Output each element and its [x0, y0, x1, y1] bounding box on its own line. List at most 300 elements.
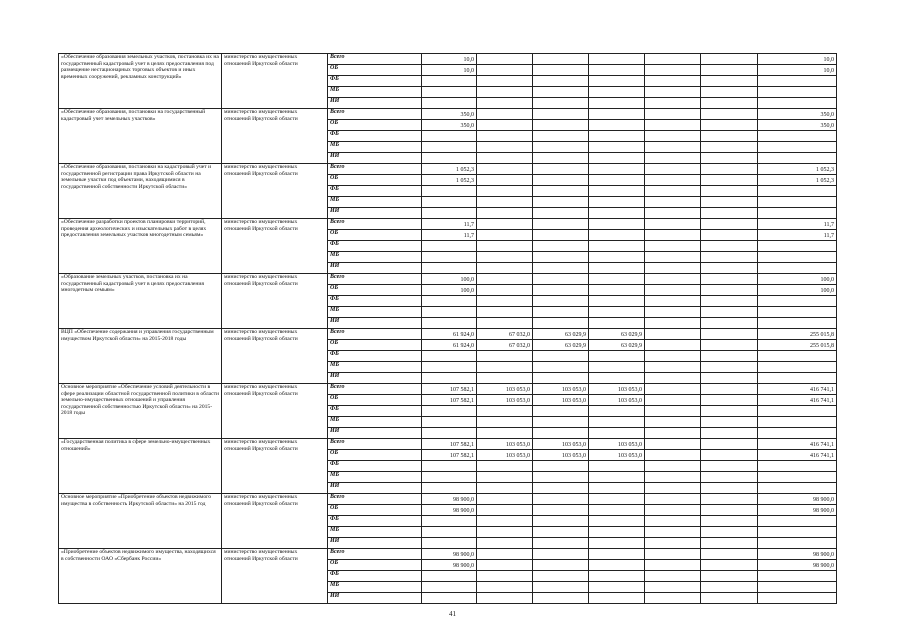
measure-name-cell: «Обеспечение образования земельных участков, постановка их на государственный кадастровый учет в целях предоставления под размещение нестационарных торговых объектов и иных временных сооружений, рекламных конструкций»	[59, 54, 222, 109]
year-value-cell	[533, 417, 589, 428]
year-value-cell	[645, 593, 701, 604]
executor-cell: министерство имущественных отношений Иркутской области	[222, 274, 328, 329]
funding-source-cell: ИИ	[328, 593, 422, 604]
funding-source-cell: Всего	[328, 54, 422, 65]
funding-source-cell: ОБ	[328, 505, 422, 516]
funding-source-cell: ИИ	[328, 98, 422, 109]
year-value-cell	[701, 428, 758, 439]
year-value-cell	[477, 252, 533, 263]
year-value-cell	[589, 571, 645, 582]
total-value-cell	[758, 296, 837, 307]
year-value-cell	[589, 65, 645, 76]
year-value-cell	[533, 241, 589, 252]
year-value-cell	[589, 593, 645, 604]
year-value-cell	[701, 593, 758, 604]
year-value-cell	[477, 307, 533, 318]
year-value-cell: 107 582,1	[422, 450, 477, 461]
year-value-cell	[589, 197, 645, 208]
total-value-cell	[758, 593, 837, 604]
funding-source-cell: ФБ	[328, 131, 422, 142]
total-value-cell	[758, 483, 837, 494]
year-value-cell	[701, 549, 758, 560]
year-value-cell	[422, 461, 477, 472]
page-number: 41	[449, 610, 456, 618]
executor-cell: министерство имущественных отношений Иркутской области	[222, 549, 328, 604]
year-value-cell	[422, 362, 477, 373]
funding-source-cell: ФБ	[328, 76, 422, 87]
year-value-cell	[477, 120, 533, 131]
measure-name-cell: «Обеспечение разработки проектов планировки территорий, проведения археологических и изыскательных работ в целях предоставления земельных участков многодетным семьям»	[59, 219, 222, 274]
year-value-cell	[533, 175, 589, 186]
year-value-cell	[533, 318, 589, 329]
year-value-cell	[645, 560, 701, 571]
funding-source-cell: ФБ	[328, 351, 422, 362]
year-value-cell	[701, 527, 758, 538]
year-value-cell	[477, 197, 533, 208]
year-value-cell	[533, 505, 589, 516]
total-value-cell	[758, 582, 837, 593]
year-value-cell	[589, 351, 645, 362]
year-value-cell	[645, 109, 701, 120]
total-value-cell: 350,0	[758, 109, 837, 120]
year-value-cell	[533, 208, 589, 219]
funding-source-cell: МБ	[328, 307, 422, 318]
total-value-cell: 350,0	[758, 120, 837, 131]
total-value-cell: 11,7	[758, 230, 837, 241]
year-value-cell	[589, 98, 645, 109]
year-value-cell	[477, 142, 533, 153]
executor-cell: министерство имущественных отношений Иркутской области	[222, 54, 328, 109]
year-value-cell: 350,0	[422, 120, 477, 131]
year-value-cell	[477, 593, 533, 604]
year-value-cell	[533, 549, 589, 560]
year-value-cell	[533, 87, 589, 98]
year-value-cell	[589, 318, 645, 329]
year-value-cell	[533, 153, 589, 164]
year-value-cell	[645, 362, 701, 373]
year-value-cell	[477, 461, 533, 472]
year-value-cell	[701, 153, 758, 164]
year-value-cell	[645, 219, 701, 230]
executor-cell: министерство имущественных отношений Иркутской области	[222, 384, 328, 439]
year-value-cell	[477, 516, 533, 527]
year-value-cell	[645, 527, 701, 538]
year-value-cell	[477, 428, 533, 439]
year-value-cell	[645, 450, 701, 461]
year-value-cell	[589, 417, 645, 428]
year-value-cell	[701, 472, 758, 483]
year-value-cell	[477, 417, 533, 428]
year-value-cell	[645, 120, 701, 131]
funding-source-cell: ИИ	[328, 153, 422, 164]
year-value-cell	[533, 373, 589, 384]
year-value-cell	[422, 186, 477, 197]
year-value-cell	[533, 164, 589, 175]
total-value-cell	[758, 263, 837, 274]
total-value-cell	[758, 131, 837, 142]
year-value-cell	[477, 285, 533, 296]
year-value-cell	[477, 65, 533, 76]
year-value-cell	[701, 384, 758, 395]
funding-source-cell: ОБ	[328, 120, 422, 131]
year-value-cell	[645, 54, 701, 65]
year-value-cell	[589, 428, 645, 439]
year-value-cell	[701, 252, 758, 263]
total-value-cell: 98 900,0	[758, 549, 837, 560]
year-value-cell	[477, 230, 533, 241]
year-value-cell	[422, 76, 477, 87]
year-value-cell	[422, 516, 477, 527]
total-value-cell	[758, 373, 837, 384]
year-value-cell	[645, 582, 701, 593]
funding-source-cell: Всего	[328, 164, 422, 175]
budget-table-sheet	[58, 53, 836, 604]
year-value-cell	[701, 406, 758, 417]
year-value-cell	[477, 153, 533, 164]
year-value-cell	[589, 285, 645, 296]
executor-cell: министерство имущественных отношений Иркутской области	[222, 439, 328, 494]
year-value-cell	[422, 252, 477, 263]
year-value-cell	[589, 406, 645, 417]
funding-source-cell: ФБ	[328, 571, 422, 582]
year-value-cell	[533, 186, 589, 197]
year-value-cell	[701, 219, 758, 230]
year-value-cell	[645, 461, 701, 472]
year-value-cell	[533, 406, 589, 417]
total-value-cell	[758, 186, 837, 197]
year-value-cell: 103 053,0	[589, 395, 645, 406]
year-value-cell	[645, 285, 701, 296]
year-value-cell	[645, 406, 701, 417]
year-value-cell: 103 053,0	[477, 450, 533, 461]
year-value-cell: 11,7	[422, 219, 477, 230]
year-value-cell: 100,0	[422, 285, 477, 296]
funding-source-cell: ОБ	[328, 340, 422, 351]
total-value-cell: 416 741,1	[758, 384, 837, 395]
year-value-cell	[645, 439, 701, 450]
year-value-cell	[477, 263, 533, 274]
year-value-cell	[701, 76, 758, 87]
year-value-cell	[701, 560, 758, 571]
year-value-cell: 107 582,1	[422, 395, 477, 406]
executor-cell: министерство имущественных отношений Иркутской области	[222, 494, 328, 549]
year-value-cell	[533, 230, 589, 241]
year-value-cell	[645, 571, 701, 582]
year-value-cell	[645, 263, 701, 274]
total-value-cell	[758, 197, 837, 208]
funding-source-cell: Всего	[328, 494, 422, 505]
total-value-cell	[758, 98, 837, 109]
year-value-cell: 107 582,1	[422, 384, 477, 395]
year-value-cell	[533, 593, 589, 604]
year-value-cell	[533, 307, 589, 318]
year-value-cell: 10,0	[422, 54, 477, 65]
year-value-cell	[422, 538, 477, 549]
total-value-cell: 98 900,0	[758, 560, 837, 571]
year-value-cell	[645, 164, 701, 175]
year-value-cell	[589, 241, 645, 252]
year-value-cell	[701, 494, 758, 505]
year-value-cell	[422, 153, 477, 164]
table-row	[59, 549, 837, 560]
year-value-cell	[589, 274, 645, 285]
year-value-cell	[533, 98, 589, 109]
year-value-cell: 103 053,0	[477, 395, 533, 406]
year-value-cell	[645, 516, 701, 527]
year-value-cell: 63 029,9	[533, 329, 589, 340]
total-value-cell	[758, 527, 837, 538]
total-value-cell: 10,0	[758, 65, 837, 76]
year-value-cell: 10,0	[422, 65, 477, 76]
year-value-cell	[422, 351, 477, 362]
year-value-cell	[645, 197, 701, 208]
year-value-cell	[477, 109, 533, 120]
total-value-cell	[758, 307, 837, 318]
year-value-cell	[589, 538, 645, 549]
total-value-cell	[758, 252, 837, 263]
year-value-cell	[589, 516, 645, 527]
year-value-cell	[645, 296, 701, 307]
year-value-cell	[477, 472, 533, 483]
year-value-cell	[589, 131, 645, 142]
year-value-cell	[533, 109, 589, 120]
funding-source-cell: ФБ	[328, 516, 422, 527]
year-value-cell	[701, 164, 758, 175]
year-value-cell: 67 032,0	[477, 340, 533, 351]
year-value-cell	[645, 395, 701, 406]
year-value-cell	[589, 109, 645, 120]
year-value-cell	[701, 120, 758, 131]
year-value-cell	[477, 76, 533, 87]
year-value-cell: 100,0	[422, 274, 477, 285]
year-value-cell	[477, 318, 533, 329]
year-value-cell	[533, 296, 589, 307]
year-value-cell	[645, 538, 701, 549]
total-value-cell	[758, 428, 837, 439]
funding-source-cell: МБ	[328, 417, 422, 428]
year-value-cell	[589, 582, 645, 593]
year-value-cell	[477, 571, 533, 582]
total-value-cell: 255 015,8	[758, 340, 837, 351]
total-value-cell: 416 741,1	[758, 439, 837, 450]
year-value-cell	[645, 505, 701, 516]
year-value-cell	[589, 296, 645, 307]
year-value-cell	[645, 373, 701, 384]
funding-source-cell: Всего	[328, 329, 422, 340]
year-value-cell: 11,7	[422, 230, 477, 241]
year-value-cell	[645, 329, 701, 340]
funding-source-cell: ИИ	[328, 538, 422, 549]
year-value-cell	[422, 131, 477, 142]
year-value-cell	[533, 362, 589, 373]
year-value-cell: 63 029,9	[533, 340, 589, 351]
measure-name-cell: «Приобретение объектов недвижимого имущества, находящихся в собственности ОАО «Сбербанк России»	[59, 549, 222, 604]
funding-source-cell: ОБ	[328, 450, 422, 461]
year-value-cell	[645, 340, 701, 351]
year-value-cell	[422, 483, 477, 494]
year-value-cell: 67 032,0	[477, 329, 533, 340]
total-value-cell	[758, 406, 837, 417]
year-value-cell	[477, 406, 533, 417]
year-value-cell	[701, 131, 758, 142]
year-value-cell	[422, 571, 477, 582]
funding-source-cell: МБ	[328, 472, 422, 483]
total-value-cell: 416 741,1	[758, 450, 837, 461]
year-value-cell	[589, 494, 645, 505]
year-value-cell	[645, 318, 701, 329]
year-value-cell	[645, 241, 701, 252]
year-value-cell	[701, 307, 758, 318]
year-value-cell	[477, 494, 533, 505]
table-row	[59, 329, 837, 340]
year-value-cell	[701, 241, 758, 252]
year-value-cell	[533, 274, 589, 285]
funding-source-cell: ИИ	[328, 318, 422, 329]
total-value-cell	[758, 241, 837, 252]
year-value-cell	[701, 571, 758, 582]
year-value-cell	[645, 428, 701, 439]
total-value-cell	[758, 538, 837, 549]
year-value-cell	[477, 362, 533, 373]
year-value-cell	[701, 65, 758, 76]
year-value-cell: 103 053,0	[533, 395, 589, 406]
year-value-cell	[701, 362, 758, 373]
funding-source-cell: ФБ	[328, 241, 422, 252]
year-value-cell	[589, 164, 645, 175]
year-value-cell	[701, 450, 758, 461]
year-value-cell	[645, 274, 701, 285]
year-value-cell	[477, 87, 533, 98]
year-value-cell	[645, 351, 701, 362]
year-value-cell	[422, 241, 477, 252]
year-value-cell	[701, 340, 758, 351]
year-value-cell	[477, 274, 533, 285]
funding-source-cell: МБ	[328, 527, 422, 538]
total-value-cell	[758, 87, 837, 98]
year-value-cell	[645, 175, 701, 186]
total-value-cell: 1 052,3	[758, 164, 837, 175]
total-value-cell	[758, 351, 837, 362]
year-value-cell	[477, 373, 533, 384]
year-value-cell	[701, 197, 758, 208]
year-value-cell	[533, 351, 589, 362]
budget-table-body	[59, 54, 837, 604]
year-value-cell	[645, 384, 701, 395]
year-value-cell	[422, 593, 477, 604]
year-value-cell: 98 900,0	[422, 549, 477, 560]
year-value-cell	[533, 54, 589, 65]
year-value-cell	[589, 373, 645, 384]
funding-source-cell: ФБ	[328, 296, 422, 307]
year-value-cell	[589, 505, 645, 516]
year-value-cell	[477, 241, 533, 252]
year-value-cell: 103 053,0	[589, 384, 645, 395]
year-value-cell	[645, 208, 701, 219]
year-value-cell: 63 029,9	[589, 329, 645, 340]
year-value-cell	[533, 494, 589, 505]
year-value-cell	[422, 307, 477, 318]
year-value-cell: 103 053,0	[533, 450, 589, 461]
year-value-cell	[589, 549, 645, 560]
year-value-cell	[589, 230, 645, 241]
year-value-cell	[533, 571, 589, 582]
year-value-cell	[422, 428, 477, 439]
year-value-cell	[422, 208, 477, 219]
year-value-cell	[701, 318, 758, 329]
year-value-cell	[422, 417, 477, 428]
year-value-cell	[589, 175, 645, 186]
funding-source-cell: ИИ	[328, 208, 422, 219]
year-value-cell	[422, 373, 477, 384]
year-value-cell	[589, 252, 645, 263]
year-value-cell	[477, 505, 533, 516]
year-value-cell: 61 924,0	[422, 340, 477, 351]
year-value-cell	[422, 472, 477, 483]
year-value-cell	[589, 142, 645, 153]
funding-source-cell: ИИ	[328, 373, 422, 384]
total-value-cell: 1 052,3	[758, 175, 837, 186]
total-value-cell	[758, 472, 837, 483]
year-value-cell	[533, 516, 589, 527]
year-value-cell	[701, 285, 758, 296]
total-value-cell	[758, 142, 837, 153]
year-value-cell: 103 053,0	[533, 439, 589, 450]
table-row	[59, 219, 837, 230]
funding-source-cell: МБ	[328, 197, 422, 208]
funding-source-cell: ФБ	[328, 461, 422, 472]
funding-source-cell: ИИ	[328, 263, 422, 274]
year-value-cell	[533, 131, 589, 142]
year-value-cell	[701, 417, 758, 428]
year-value-cell	[533, 461, 589, 472]
measure-name-cell: ВЦП «Обеспечение содержания и управления государственным имуществом Иркутской области» на 2015-2018 годы	[59, 329, 222, 384]
year-value-cell	[422, 527, 477, 538]
table-row	[59, 494, 837, 505]
total-value-cell: 11,7	[758, 219, 837, 230]
total-value-cell: 255 015,8	[758, 329, 837, 340]
total-value-cell	[758, 461, 837, 472]
year-value-cell	[645, 142, 701, 153]
year-value-cell	[477, 527, 533, 538]
year-value-cell	[533, 285, 589, 296]
year-value-cell	[422, 318, 477, 329]
year-value-cell: 63 029,9	[589, 340, 645, 351]
measure-name-cell: «Обеспечение образования, постановки на кадастровый учет и государственной регистрации права Иркутской области на земельные участки под объектами, находящимися в государственной собственности Иркутской области»	[59, 164, 222, 219]
year-value-cell	[533, 76, 589, 87]
year-value-cell	[533, 527, 589, 538]
measure-name-cell: Основное мероприятие «Обеспечение условий деятельности в сфере реализации областной государственной политики в области земельно-имущественных отношений и управления государственной собственностью Иркутской области» на 2015-2018 годы	[59, 384, 222, 439]
year-value-cell	[477, 219, 533, 230]
year-value-cell	[589, 186, 645, 197]
table-row	[59, 109, 837, 120]
year-value-cell	[533, 472, 589, 483]
year-value-cell	[533, 428, 589, 439]
table-row	[59, 439, 837, 450]
year-value-cell	[701, 263, 758, 274]
year-value-cell	[645, 307, 701, 318]
funding-source-cell: Всего	[328, 219, 422, 230]
year-value-cell: 103 053,0	[533, 384, 589, 395]
measure-name-cell: «Образование земельных участков, постановка их на государственный кадастровый учет в целях предоставления многодетным семьям»	[59, 274, 222, 329]
funding-source-cell: ФБ	[328, 186, 422, 197]
total-value-cell: 100,0	[758, 285, 837, 296]
year-value-cell	[477, 186, 533, 197]
funding-source-cell: ОБ	[328, 65, 422, 76]
year-value-cell	[477, 351, 533, 362]
year-value-cell	[701, 439, 758, 450]
funding-source-cell: МБ	[328, 362, 422, 373]
year-value-cell: 107 582,1	[422, 439, 477, 450]
